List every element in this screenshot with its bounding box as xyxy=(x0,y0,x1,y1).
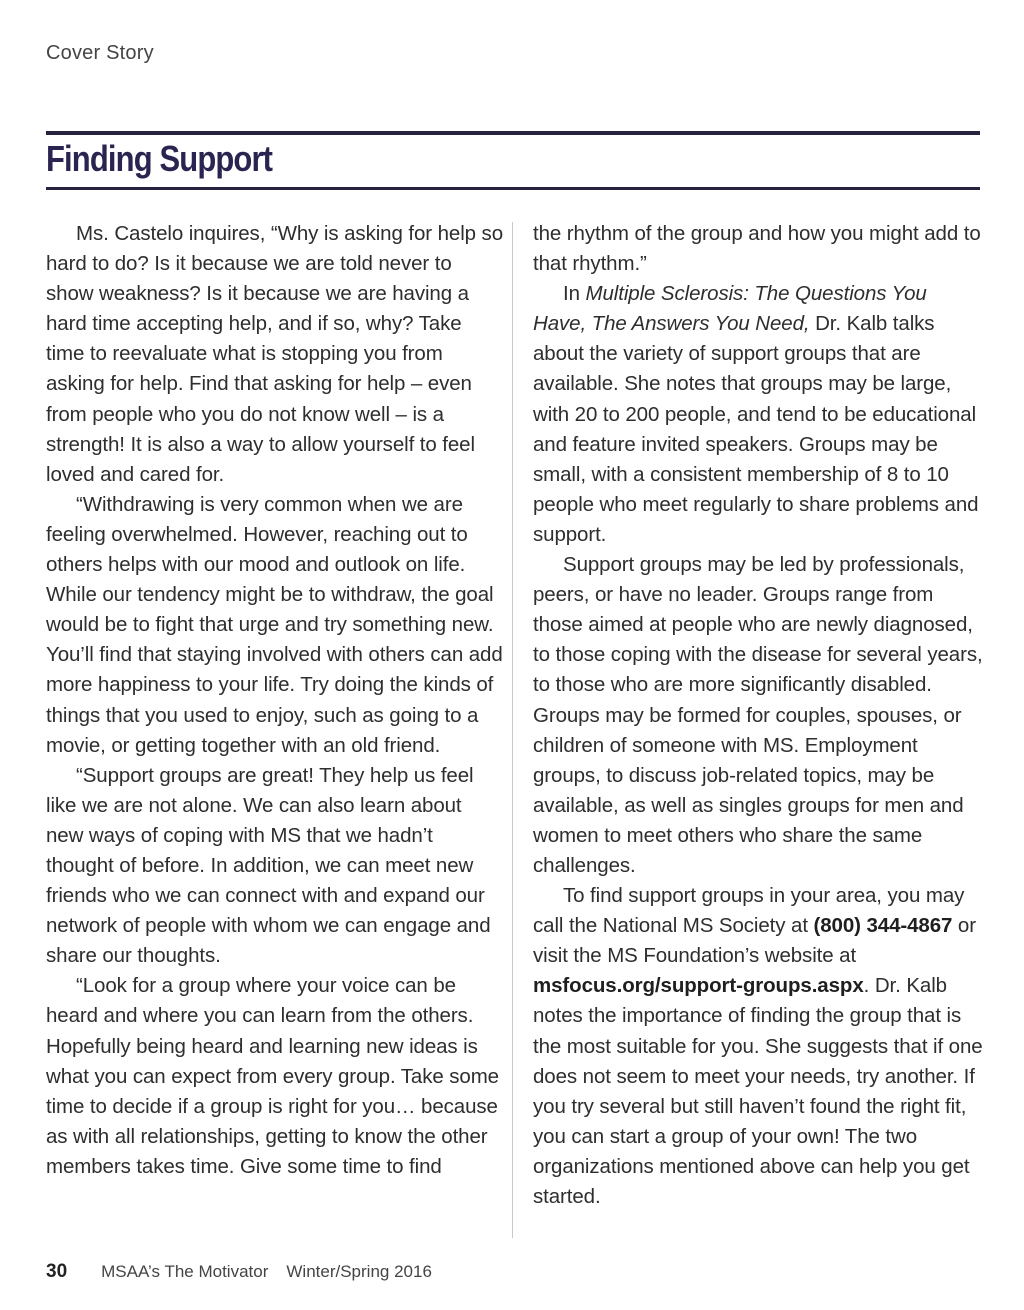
text-run: Dr. Kalb talks about the variety of support groups that are available. She notes that groups may be large, with 20 to 200 people, and tend to be educational and feature invited speakers. Groups may be small, with a consistent membership of 8 to 10 people who meet regularly to share problems and support. xyxy=(533,312,979,546)
text-run: or visit the MS Foundation’s website at xyxy=(533,914,976,968)
paragraph xyxy=(533,279,983,550)
book-title: Multiple Sclerosis: The Questions You Have, The Answers You Need, xyxy=(533,282,927,336)
text-run: In xyxy=(563,282,586,306)
text-run: . Dr. Kalb notes the importance of finding the group that is the most suitable for you. She suggests that if one does not seem to meet your needs, try another. If you try several but still haven’t found the right fit, you can start a group of your own! The two organizations mentioned above can help you get started. xyxy=(533,974,983,1208)
paragraph: Support groups may be led by professionals, peers, or have no leader. Groups range from those aimed at people who are newly diagnosed, to those coping with the disease for several years, to those who are more significantly disabled. Groups may be formed for couples, spouses, or children of someone with MS. Employment groups, to discuss job-related topics, may be available, as well as singles groups for men and women to meet others who share the same challenges. xyxy=(533,553,983,877)
paragraph xyxy=(533,881,983,1212)
paragraph: the rhythm of the group and how you might add to that rhythm.” xyxy=(533,222,981,276)
column-divider xyxy=(512,222,513,1238)
article-title: Finding Support xyxy=(46,138,273,179)
paragraph: “Look for a group where your voice can be heard and where you can learn from the others. Hopefully being heard and learning new ideas is what you can expect from every group. Take some time to decide if a group is right for you… because as with all relationships, getting to know the other members takes time. Give some time to find xyxy=(46,974,499,1178)
paragraph: Ms. Castelo inquires, “Why is asking for help so hard to do? Is it because we are told never to show weakness? Is it because we are having a hard time accepting help, and if so, why? Take time to reevaluate what is stopping you from asking for help. Find that asking for help – even from people who you do not know well – is a strength! It is also a way to allow yourself to feel loved and cared for. xyxy=(46,222,504,486)
paragraph: “Support groups are great! They help us feel like we are not alone. We can also learn about new ways of coping with MS that we hadn’t thought of before. In addition, we can meet new friends who we can connect with and expand our network of people with whom we can engage and share our thoughts. xyxy=(46,763,491,968)
publication-name: MSAA’s The Motivator xyxy=(101,1262,269,1281)
section-label: Cover Story xyxy=(46,42,154,64)
paragraph: “Withdrawing is very common when we are feeling overwhelmed. However, reaching out to others helps with our mood and outlook on life. While our tendency might be to withdraw, the goal would be to fight that urge and try something new. You’ll find that staying involved with others can add more happiness to your life. Try doing the kinds of things that you used to enjoy, such as going to a movie, or getting together with an old friend. xyxy=(46,492,503,757)
title-rule-top xyxy=(46,131,980,135)
issue-date: Winter/Spring 2016 xyxy=(286,1262,432,1281)
text-run: To find support groups in your area, you may call the National MS Society at xyxy=(533,884,965,938)
phone-number: (800) 344-4867 xyxy=(813,914,953,938)
page-number: 30 xyxy=(46,1261,68,1282)
page-footer xyxy=(46,1261,432,1283)
left-column xyxy=(46,219,504,1249)
website-url: msfocus.org/support-groups.aspx xyxy=(533,974,864,998)
right-column xyxy=(533,219,983,1249)
title-rule-bottom xyxy=(46,187,980,190)
